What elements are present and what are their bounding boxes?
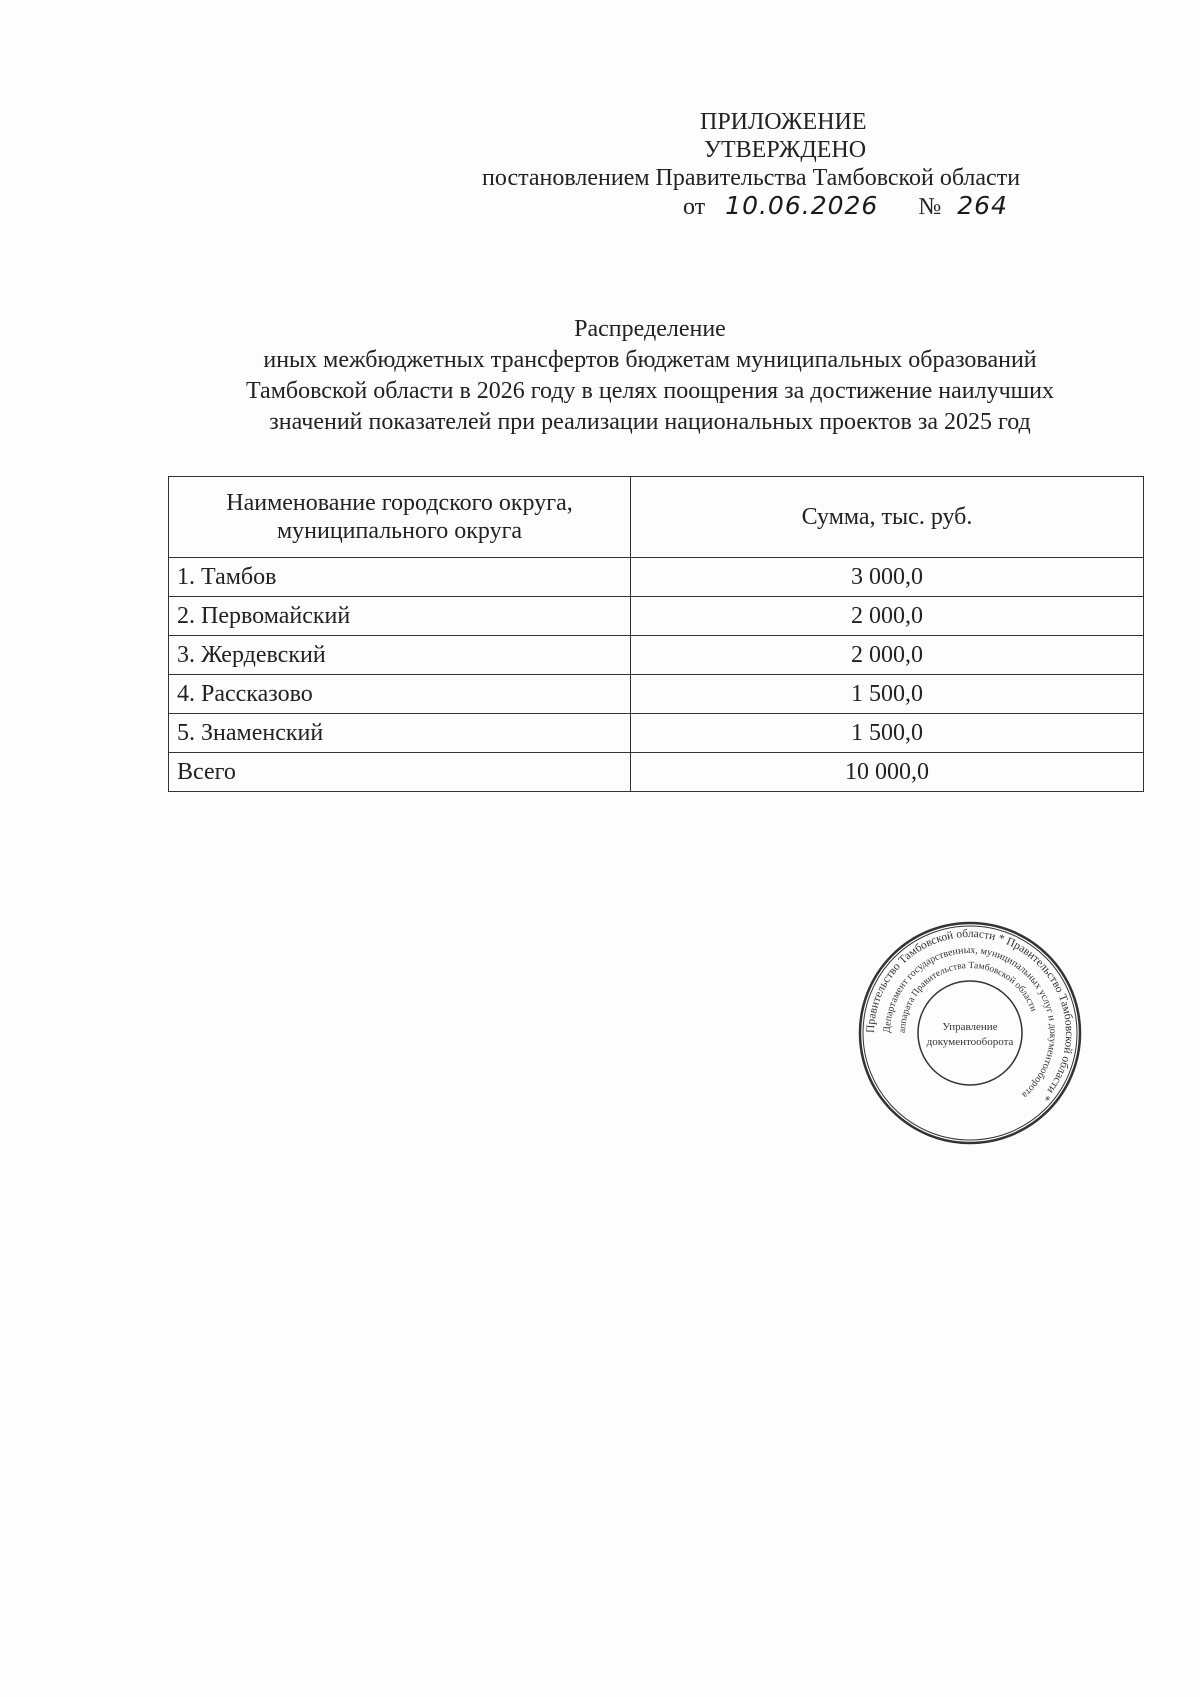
amount-value: 2 000,0	[631, 636, 1144, 675]
header-municipality-line-1: Наименование городского округа,	[226, 490, 573, 516]
stamp-outer-ring	[860, 923, 1080, 1143]
stamp-outer-text: Правительство Тамбовской области * Правительство Тамбовской области *	[864, 927, 1076, 1103]
stamp-center-line-1: Управление	[942, 1021, 998, 1033]
total-row	[169, 753, 1144, 792]
municipality-name: 2. Первомайский	[169, 597, 631, 636]
header-municipality-line-2: муниципального округа	[276, 518, 523, 544]
stamp-inner-ring	[918, 981, 1022, 1085]
title-line-1: Распределение	[574, 316, 726, 342]
stamp-inner-text: аппарата Правительства Тамбовской области	[897, 960, 1039, 1034]
table-header-row	[169, 477, 1144, 558]
amount-value: 2 000,0	[631, 597, 1144, 636]
municipality-name: 1. Тамбов	[169, 558, 631, 597]
approval-block	[470, 108, 1130, 221]
approval-date-line	[683, 192, 1130, 221]
table-row	[169, 636, 1144, 675]
stamp-outer-ring-inner-edge	[863, 926, 1077, 1140]
stamp-center-line-2: документооборота	[926, 1036, 1014, 1048]
approval-authority: постановлением Правительства Тамбовской области	[482, 165, 1021, 191]
distribution-table	[168, 476, 1144, 792]
table-row	[169, 558, 1144, 597]
amount-value: 3 000,0	[631, 558, 1144, 597]
stamp-middle-text: Департамент государственных, муниципальных услуг и документооборота	[881, 944, 1059, 1101]
title-line-2: иных межбюджетных трансфертов бюджетам муниципальных образований	[263, 347, 1037, 373]
document-title	[160, 314, 1140, 438]
total-label: Всего	[169, 753, 631, 792]
table-row	[169, 597, 1144, 636]
municipality-name: 5. Знаменский	[169, 714, 631, 753]
stamp-graphic	[855, 918, 1085, 1148]
table-row	[169, 714, 1144, 753]
total-amount: 10 000,0	[631, 753, 1144, 792]
approval-number: 264	[957, 191, 1008, 220]
approved-label: УТВЕРЖДЕНО	[704, 137, 867, 163]
appendix-label: ПРИЛОЖЕНИЕ	[700, 109, 867, 135]
municipality-name: 4. Рассказово	[169, 675, 631, 714]
title-line-4: значений показателей при реализации национальных проектов за 2025 год	[269, 409, 1031, 435]
official-stamp	[855, 918, 1085, 1148]
title-line-3: Тамбовской области в 2026 году в целях поощрения за достижение наилучших	[245, 378, 1054, 404]
amount-value: 1 500,0	[631, 675, 1144, 714]
header-amount: Сумма, тыс. руб.	[631, 477, 1144, 558]
table-row	[169, 675, 1144, 714]
municipality-name: 3. Жердевский	[169, 636, 631, 675]
header-municipality	[169, 477, 631, 558]
amount-value: 1 500,0	[631, 714, 1144, 753]
approval-date: 10.06.2026	[725, 191, 879, 220]
date-prefix: от	[683, 194, 706, 220]
number-prefix: №	[918, 194, 942, 220]
